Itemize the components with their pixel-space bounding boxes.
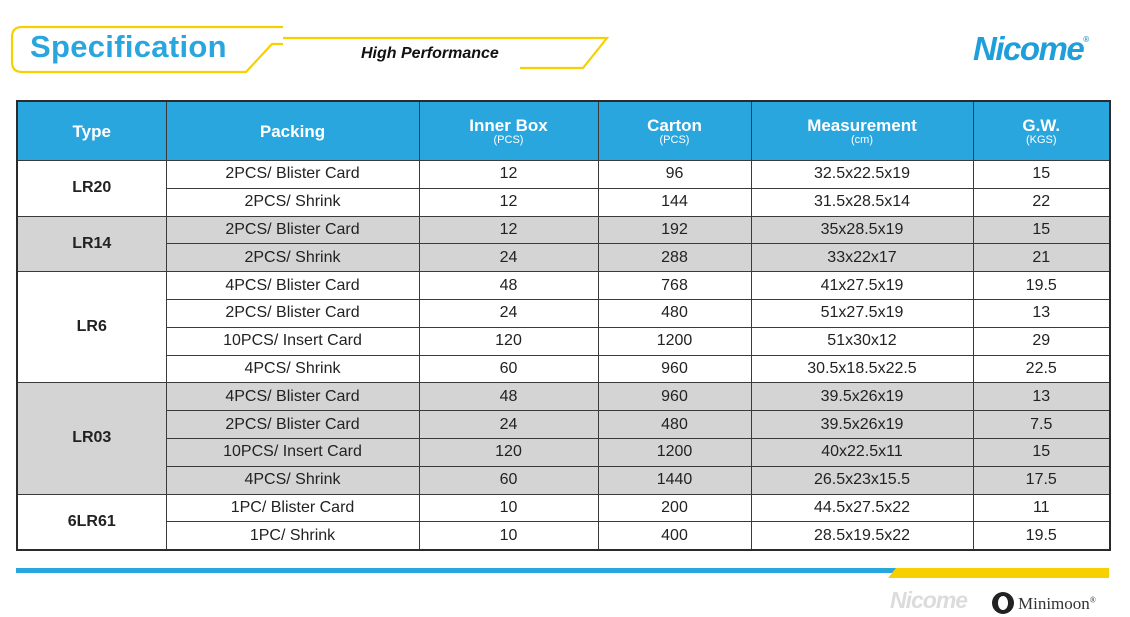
cell-packing: 2PCS/ Shrink (166, 244, 419, 272)
cell-type: LR20 (17, 161, 166, 217)
table-body (17, 161, 1110, 551)
cell-carton: 960 (598, 383, 751, 411)
cell-type: LR14 (17, 216, 166, 272)
table-row (17, 466, 1110, 494)
header-measurement (751, 101, 973, 161)
page-title: Specification (30, 29, 227, 64)
table-row (17, 244, 1110, 272)
cell-measurement: 39.5x26x19 (751, 383, 973, 411)
table-header-row (17, 101, 1110, 161)
table-row (17, 327, 1110, 355)
cell-measurement: 35x28.5x19 (751, 216, 973, 244)
cell-packing: 2PCS/ Shrink (166, 188, 419, 216)
header-gross-weight-unit: (KGS) (1025, 133, 1057, 146)
table-row (17, 494, 1110, 522)
cell-carton: 1440 (598, 466, 751, 494)
cell-carton: 96 (598, 161, 751, 189)
footer-minimoon-logo (992, 590, 1096, 616)
cell-carton: 1200 (598, 438, 751, 466)
cell-inner-box: 24 (419, 244, 598, 272)
cell-type: LR03 (17, 383, 166, 494)
cell-packing: 4PCS/ Shrink (166, 355, 419, 383)
cell-inner-box: 48 (419, 272, 598, 300)
cell-measurement: 33x22x17 (751, 244, 973, 272)
cell-inner-box: 10 (419, 522, 598, 550)
cell-packing: 4PCS/ Blister Card (166, 383, 419, 411)
cell-type: 6LR61 (17, 494, 166, 550)
table-row (17, 438, 1110, 466)
cell-measurement: 31.5x28.5x14 (751, 188, 973, 216)
table-row (17, 188, 1110, 216)
footer-minimoon-name: Minimoon (1018, 593, 1090, 613)
cell-measurement: 32.5x22.5x19 (751, 161, 973, 189)
header-measurement-label: Measurement (807, 115, 917, 135)
cell-measurement: 26.5x23x15.5 (751, 466, 973, 494)
header-type-label: Type (72, 121, 111, 141)
table-row (17, 355, 1110, 383)
cell-packing: 10PCS/ Insert Card (166, 438, 419, 466)
cell-gross-weight: 15 (973, 216, 1110, 244)
header-inner-box-label: Inner Box (469, 115, 548, 135)
table-row (17, 299, 1110, 327)
cell-gross-weight: 19.5 (973, 272, 1110, 300)
table-row (17, 161, 1110, 189)
cell-gross-weight: 15 (973, 438, 1110, 466)
cell-packing: 2PCS/ Blister Card (166, 161, 419, 189)
brand-logo (973, 32, 1089, 65)
table-row (17, 522, 1110, 550)
cell-gross-weight: 13 (973, 383, 1110, 411)
cell-measurement: 28.5x19.5x22 (751, 522, 973, 550)
cell-carton: 200 (598, 494, 751, 522)
cell-measurement: 51x30x12 (751, 327, 973, 355)
cell-measurement: 51x27.5x19 (751, 299, 973, 327)
cell-gross-weight: 19.5 (973, 522, 1110, 550)
header-measurement-unit: (cm) (851, 133, 873, 146)
cell-type: LR6 (17, 272, 166, 383)
table-row (17, 383, 1110, 411)
minimoon-moon-icon (992, 592, 1014, 614)
cell-inner-box: 48 (419, 383, 598, 411)
cell-carton: 400 (598, 522, 751, 550)
brand-logo-text: Nicome (973, 30, 1084, 67)
cell-inner-box: 12 (419, 216, 598, 244)
cell-carton: 1200 (598, 327, 751, 355)
specification-table (16, 100, 1111, 551)
footer-blue-bar (16, 568, 896, 573)
cell-measurement: 44.5x27.5x22 (751, 494, 973, 522)
header-packing (166, 101, 419, 161)
cell-carton: 480 (598, 299, 751, 327)
cell-packing: 1PC/ Blister Card (166, 494, 419, 522)
cell-packing: 2PCS/ Blister Card (166, 299, 419, 327)
cell-gross-weight: 7.5 (973, 411, 1110, 439)
cell-carton: 144 (598, 188, 751, 216)
cell-inner-box: 120 (419, 327, 598, 355)
cell-gross-weight: 22.5 (973, 355, 1110, 383)
cell-inner-box: 120 (419, 438, 598, 466)
cell-carton: 192 (598, 216, 751, 244)
table-row (17, 411, 1110, 439)
cell-inner-box: 60 (419, 355, 598, 383)
cell-inner-box: 10 (419, 494, 598, 522)
header-gross-weight-label: G.W. (1022, 115, 1061, 135)
cell-carton: 960 (598, 355, 751, 383)
registered-mark: ® (1083, 35, 1090, 44)
cell-measurement: 41x27.5x19 (751, 272, 973, 300)
footer-nicome-logo: Nicome (890, 587, 968, 613)
header-packing-label: Packing (259, 121, 326, 141)
header-carton-label: Carton (647, 115, 702, 135)
cell-gross-weight: 22 (973, 188, 1110, 216)
cell-gross-weight: 15 (973, 161, 1110, 189)
table-row (17, 272, 1110, 300)
cell-packing: 2PCS/ Blister Card (166, 411, 419, 439)
cell-inner-box: 24 (419, 299, 598, 327)
cell-measurement: 39.5x26x19 (751, 411, 973, 439)
page-subtitle: High Performance (361, 45, 499, 62)
footer-minimoon-mark: ® (1089, 594, 1096, 604)
header-carton (598, 101, 751, 161)
cell-inner-box: 60 (419, 466, 598, 494)
cell-measurement: 40x22.5x11 (751, 438, 973, 466)
cell-gross-weight: 21 (973, 244, 1110, 272)
cell-packing: 10PCS/ Insert Card (166, 327, 419, 355)
table-row (17, 216, 1110, 244)
cell-gross-weight: 11 (973, 494, 1110, 522)
cell-gross-weight: 13 (973, 299, 1110, 327)
cell-inner-box: 12 (419, 161, 598, 189)
cell-gross-weight: 29 (973, 327, 1110, 355)
header-carton-unit: (PCS) (659, 133, 690, 146)
footer-minimoon-text (1018, 595, 1096, 612)
header-type (17, 101, 166, 161)
cell-carton: 768 (598, 272, 751, 300)
cell-packing: 2PCS/ Blister Card (166, 216, 419, 244)
footer-yellow-bar (888, 568, 1109, 578)
cell-packing: 4PCS/ Blister Card (166, 272, 419, 300)
cell-packing: 1PC/ Shrink (166, 522, 419, 550)
cell-measurement: 30.5x18.5x22.5 (751, 355, 973, 383)
cell-carton: 288 (598, 244, 751, 272)
cell-gross-weight: 17.5 (973, 466, 1110, 494)
header-inner-box-unit: (PCS) (493, 133, 524, 146)
cell-packing: 4PCS/ Shrink (166, 466, 419, 494)
cell-carton: 480 (598, 411, 751, 439)
cell-inner-box: 24 (419, 411, 598, 439)
header-inner-box (419, 101, 598, 161)
cell-inner-box: 12 (419, 188, 598, 216)
header-gross-weight (973, 101, 1110, 161)
